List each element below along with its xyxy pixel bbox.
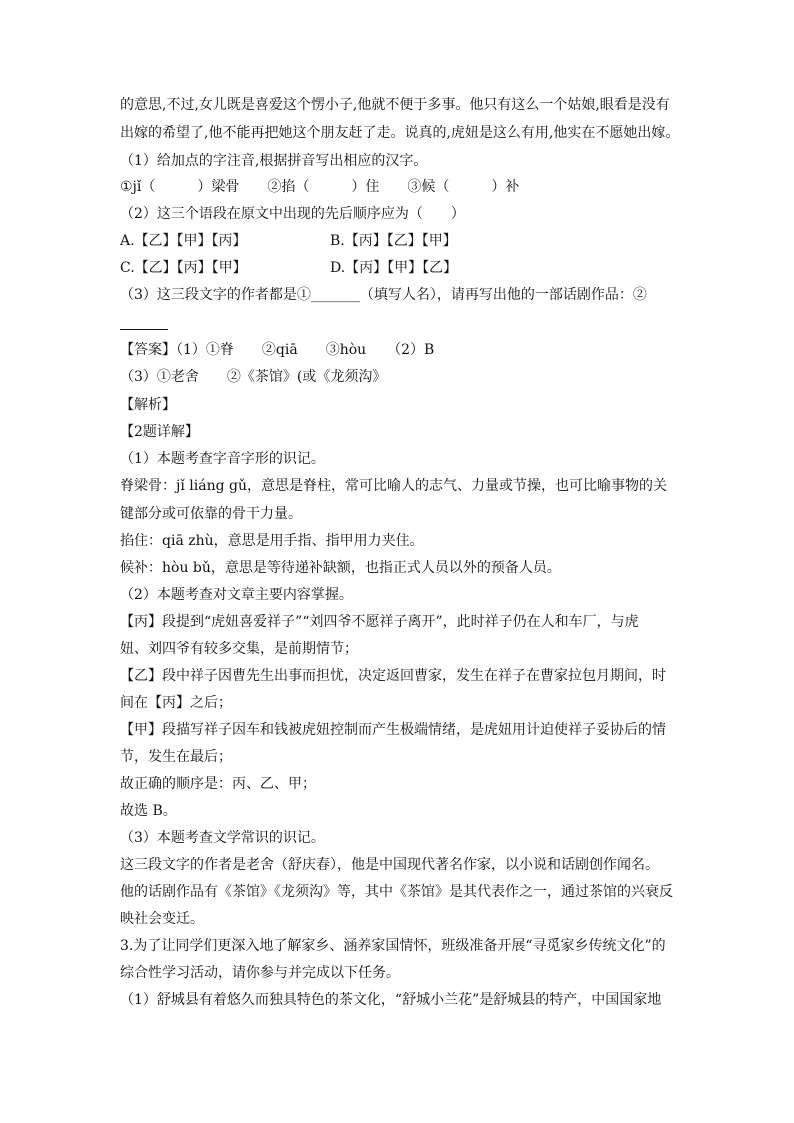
question-3: （3）这三段文字的作者都是①_______（填写人名），请再写出他的一部话剧作品：② — [120, 287, 647, 303]
answer-line-2: （3）①老舍 ②《茶馆》(或《龙须沟》 — [120, 369, 387, 385]
text-line: 他的话剧作品有《茶馆》《龙须沟》等，其中《茶馆》是其代表作之一，通过茶馆的兴衰反 — [120, 884, 673, 900]
answer-line-1: 【答案】（1）①脊 ②qiā ③hòu （2）B — [120, 342, 435, 358]
text-line: 【丙】段提到“虎妞喜爱祥子”“刘四爷不愿祥子离开”，此时祥子仍在人和车厂，与虎 — [120, 614, 639, 630]
text-line: 映社会变迁。 — [120, 911, 204, 927]
text-line: 这三段文字的作者是老舍（舒庆春），他是中国现代著名作家，以小说和话剧创作闻名。 — [120, 857, 659, 873]
text-line: （3）本题考查文学常识的识记。 — [120, 830, 325, 846]
option-c: C.【乙】【丙】【甲】 — [120, 260, 247, 276]
detail-heading: 【2题详解】 — [120, 424, 199, 440]
text-line: 故选 B。 — [120, 803, 177, 819]
text-line: （2）本题考查对文章主要内容掌握。 — [120, 587, 353, 603]
option-a: A.【乙】【甲】【丙】 — [120, 233, 247, 249]
text-line: 出嫁的希望了,他不能再把她这个朋友赶了走。说真的,虎妞是这么有用,他实在不愿她出嫁。 — [120, 125, 680, 141]
text-line: 间在【丙】之后； — [120, 695, 232, 711]
text-line: 【甲】段描写祥子因车和钱被虎妞控制而产生极端情绪，是虎妞用计迫使祥子妥协后的情 — [120, 722, 666, 738]
text-line: 【乙】段中祥子因曹先生出事而担忧，决定返回曹家，发生在祥子在曹家拉包月期间，时 — [120, 668, 666, 684]
answer-blank — [120, 329, 168, 330]
text-line: 候补：hòu bǔ，意思是等待递补缺额，也指正式人员以外的预备人员。 — [120, 560, 561, 576]
text-line: （1）舒城县有着悠久而独具特色的茶文化，“舒城小兰花”是舒城县的特产，中国国家地 — [120, 992, 662, 1008]
text-line: 节，发生在最后； — [120, 749, 232, 765]
text-line: （1）本题考查字音字形的识记。 — [120, 451, 325, 467]
text-line: 故正确的顺序是：丙、乙、甲； — [120, 776, 316, 792]
text-line: 键部分或可依靠的骨干力量。 — [120, 506, 302, 522]
text-line: 掐住：qiā zhù，意思是用手指、指甲用力夹住。 — [120, 533, 424, 549]
question-3-intro: 3.为了让同学们更深入地了解家乡、涵养家国情怀，班级准备开展“寻觅家乡传统文化”的 — [120, 938, 666, 954]
text-line: 综合性学习活动，请你参与并完成以下任务。 — [120, 965, 400, 981]
question-1: （1）给加点的字注音,根据拼音写出相应的汉字。 — [120, 153, 428, 169]
option-b: B.【丙】【乙】【甲】 — [330, 233, 457, 249]
option-d: D.【丙】【甲】【乙】 — [330, 260, 458, 276]
text-line: 的意思,不过,女儿既是喜爱这个愣小子,他就不便于多事。他只有这么一个姑娘,眼看是没有 — [120, 97, 670, 113]
text-line: 脊梁骨：jǐ liáng gǔ，意思是脊柱，常可比喻人的志气、力量或节操，也可比喻事物的关 — [120, 478, 667, 494]
analysis-heading: 【解析】 — [120, 397, 176, 413]
question-1-blanks: ①jǐ（ ）梁骨 ②掐（ ）住 ③候（ ）补 — [120, 179, 520, 195]
text-line: 妞、刘四爷有较多交集，是前期情节； — [120, 641, 358, 657]
question-2: （2）这三个语段在原文中出现的先后顺序应为（ ） — [120, 206, 465, 222]
